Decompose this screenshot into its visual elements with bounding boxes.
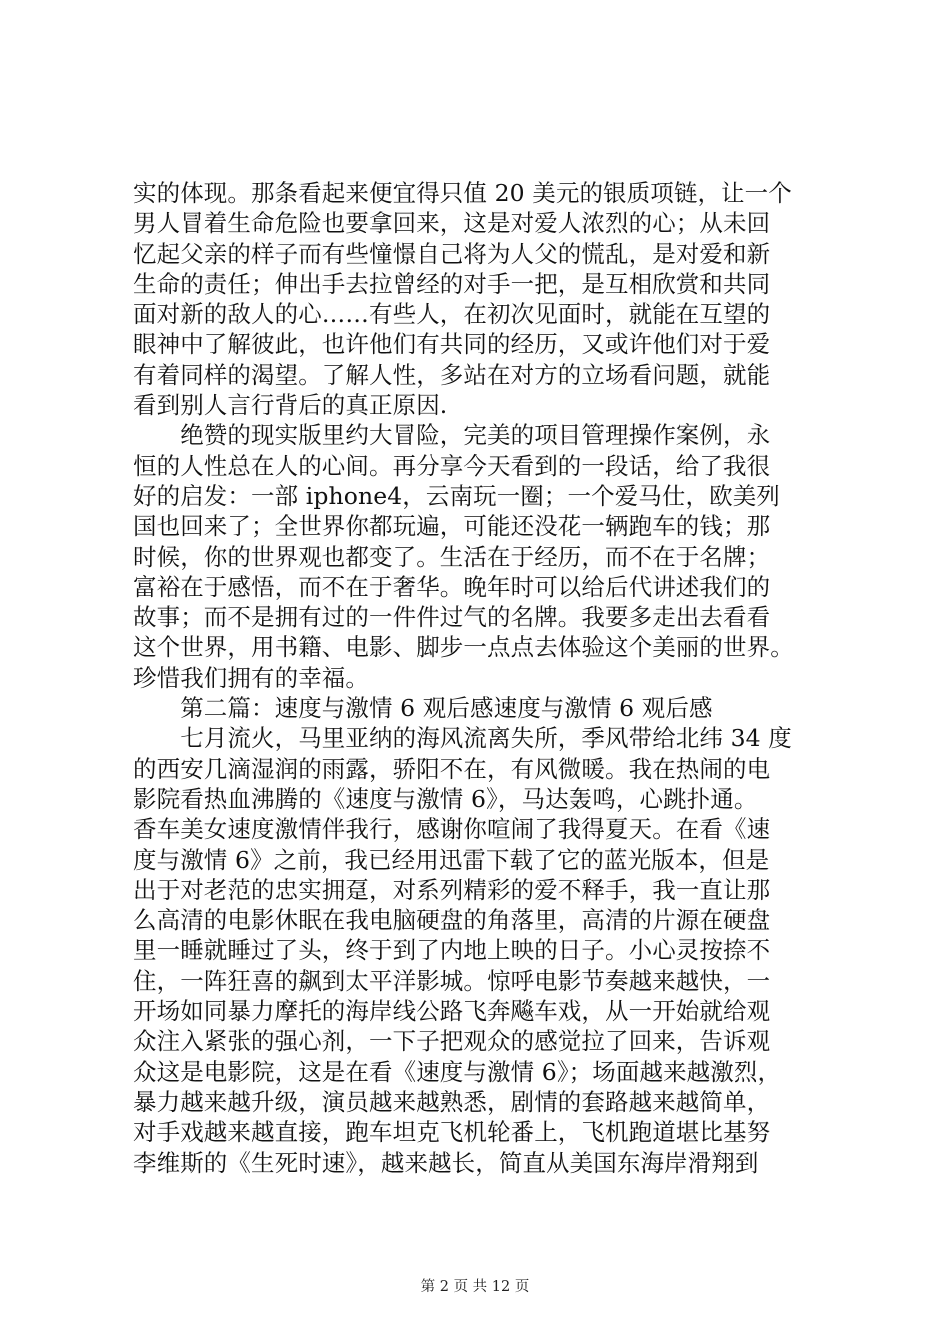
- text-line: 这个世界，用书籍、电影、脚步一点点去体验这个美丽的世界。: [133, 633, 794, 662]
- body-text: [133, 178, 845, 1178]
- text-line: 众这是电影院，这是在看《速度与激情 6》；场面越来越激烈，: [133, 1057, 782, 1086]
- text-line: 众注入紧张的强心剂，一下子把观众的感觉拉了回来，告诉观: [133, 1027, 771, 1056]
- text-line: 实的体现。那条看起来便宜得只值 20 美元的银质项链，让一个: [133, 179, 792, 207]
- text-line: 里一睡就睡过了头，终于到了内地上映的日子。小心灵按捺不: [133, 936, 771, 965]
- text-line: 香车美女速度激情伴我行，感谢你喧闹了我得夏天。在看《速: [133, 815, 771, 844]
- text-line: 影院看热血沸腾的《速度与激情 6》，马达轰鸣，心跳扑通。: [133, 784, 758, 813]
- text-line: 眼神中了解彼此，也许他们有共同的经历，又或许他们对于爱: [133, 330, 771, 359]
- text-line: 住，一阵狂喜的飙到太平洋影城。惊呼电影节奏越来越快，一: [133, 966, 771, 995]
- text-line: 有着同样的渴望。了解人性，多站在对方的立场看问题，就能: [133, 360, 771, 389]
- text-line: 富裕在于感悟，而不在于奢华。晚年时可以给后代讲述我们的: [133, 572, 771, 601]
- text-line: 李维斯的《生死时速》，越来越长，简直从美国东海岸滑翔到: [133, 1148, 759, 1177]
- text-line: 生命的责任；伸出手去拉曾经的对手一把，是互相欣赏和共同: [133, 269, 771, 298]
- text-line: 恒的人性总在人的心间。再分享今天看到的一段话，给了我很: [133, 451, 771, 480]
- text-line: 第二篇：速度与激情 6 观后感速度与激情 6 观后感: [133, 694, 713, 723]
- text-line: 对手戏越来越直接，跑车坦克飞机轮番上，飞机跑道堪比基努: [133, 1118, 771, 1147]
- page-footer: 第 2 页 共 12 页: [420, 1279, 530, 1295]
- text-line: 开场如同暴力摩托的海岸线公路飞奔飚车戏，从一开始就给观: [133, 997, 771, 1026]
- text-line: 珍惜我们拥有的幸福。: [133, 663, 369, 692]
- text-line: 七月流火，马里亚纳的海风流离失所，季风带给北纬 34 度: [133, 724, 792, 753]
- text-line: 绝赞的现实版里约大冒险，完美的项目管理操作案例，永: [133, 421, 771, 450]
- text-line: 么高清的电影休眠在我电脑硬盘的角落里，高清的片源在硬盘: [133, 906, 771, 935]
- text-line: 忆起父亲的样子而有些憧憬自己将为人父的慌乱，是对爱和新: [133, 239, 771, 268]
- text-line: 的西安几滴湿润的雨露，骄阳不在，有风微暖。我在热闹的电: [133, 754, 771, 783]
- text-line: 度与激情 6》之前，我已经用迅雷下载了它的蓝光版本，但是: [133, 845, 770, 874]
- text-line: 暴力越来越升级，演员越来越熟悉，剧情的套路越来越简单，: [133, 1087, 771, 1116]
- text-line: 国也回来了；全世界你都玩遍，可能还没花一辆跑车的钱；那: [133, 512, 771, 541]
- text-line: 故事；而不是拥有过的一件件过气的名牌。我要多走出去看看: [133, 603, 771, 632]
- text-line: 好的启发：一部 iphone4，云南玩一圈；一个爱马仕，欧美列: [133, 481, 780, 510]
- text-line: 出于对老范的忠实拥趸，对系列精彩的爱不释手，我一直让那: [133, 875, 771, 904]
- text-line: 看到别人言行背后的真正原因.: [133, 391, 448, 420]
- text-line: 面对新的敌人的心……有些人，在初次见面时，就能在互望的: [133, 300, 771, 329]
- text-line: 男人冒着生命危险也要拿回来，这是对爱人浓烈的心；从未回: [133, 209, 771, 238]
- text-line: 时候，你的世界观也都变了。生活在于经历，而不在于名牌；: [133, 542, 771, 571]
